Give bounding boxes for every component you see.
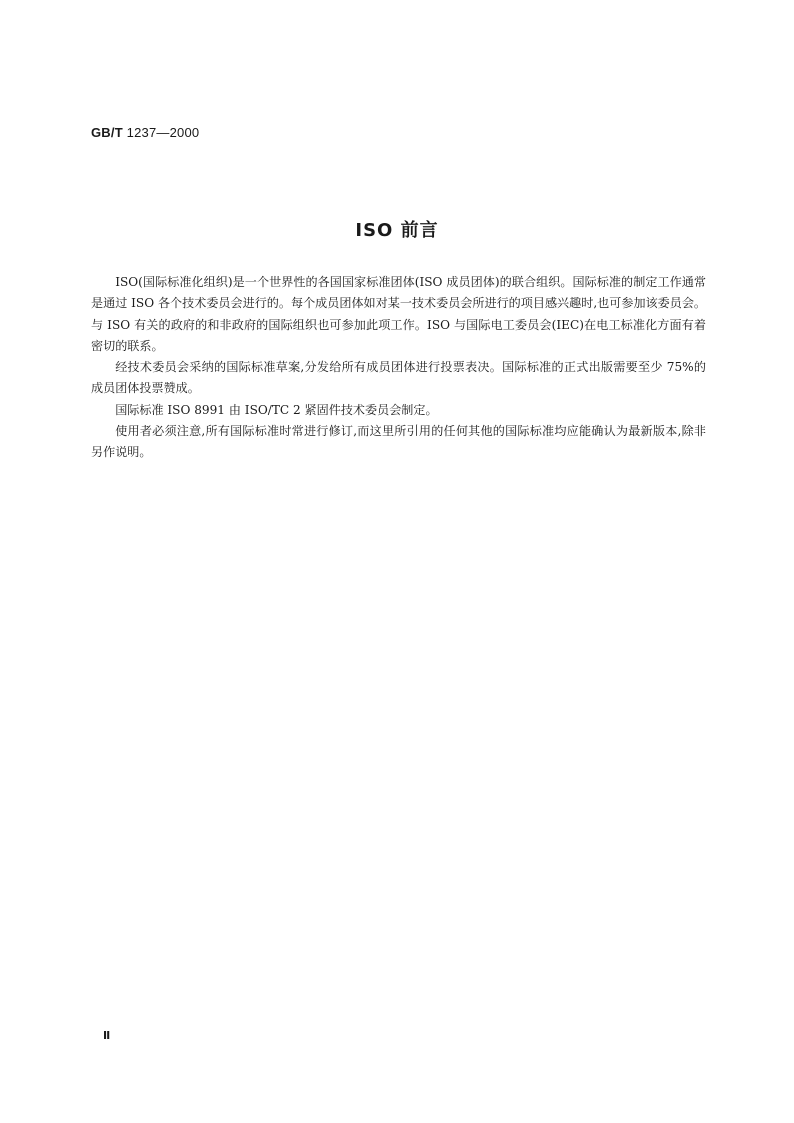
standard-code [91, 125, 199, 140]
foreword-body [91, 272, 706, 464]
paragraph: 使用者必须注意,所有国际标准时常进行修订,而这里所引用的任何其他的国际标准均应能确认为最新版本,除非另作说明。 [91, 424, 706, 460]
paragraph: 国际标准 ISO 8991 由 ISO/TC 2 紧固件技术委员会制定。 [115, 402, 438, 417]
paragraph: 经技术委员会采纳的国际标准草案,分发给所有成员团体进行投票表决。国际标准的正式出版需要至少 75%的成员团体投票赞成。 [91, 360, 706, 396]
standard-number: 1237—2000 [122, 125, 200, 140]
paragraph: ISO(国际标准化组织)是一个世界性的各国国家标准团体(ISO 成员团体)的联合组织。国际标准的制定工作通常是通过 ISO 各个技术委员会进行的。每个成员团体如对某一技术委员会所进行的项目感兴趣时,也可参加该委员会。与 ISO 有关的政府的和非政府的国际组织也可参加此项工作。ISO 与国际电工委员会(IEC)在电工标准化方面有着密切的联系。 [91, 275, 707, 353]
standard-prefix: GB/T [91, 125, 123, 140]
page-title: ISO 前言 [355, 220, 439, 241]
page-number: Ⅱ [103, 1030, 111, 1042]
